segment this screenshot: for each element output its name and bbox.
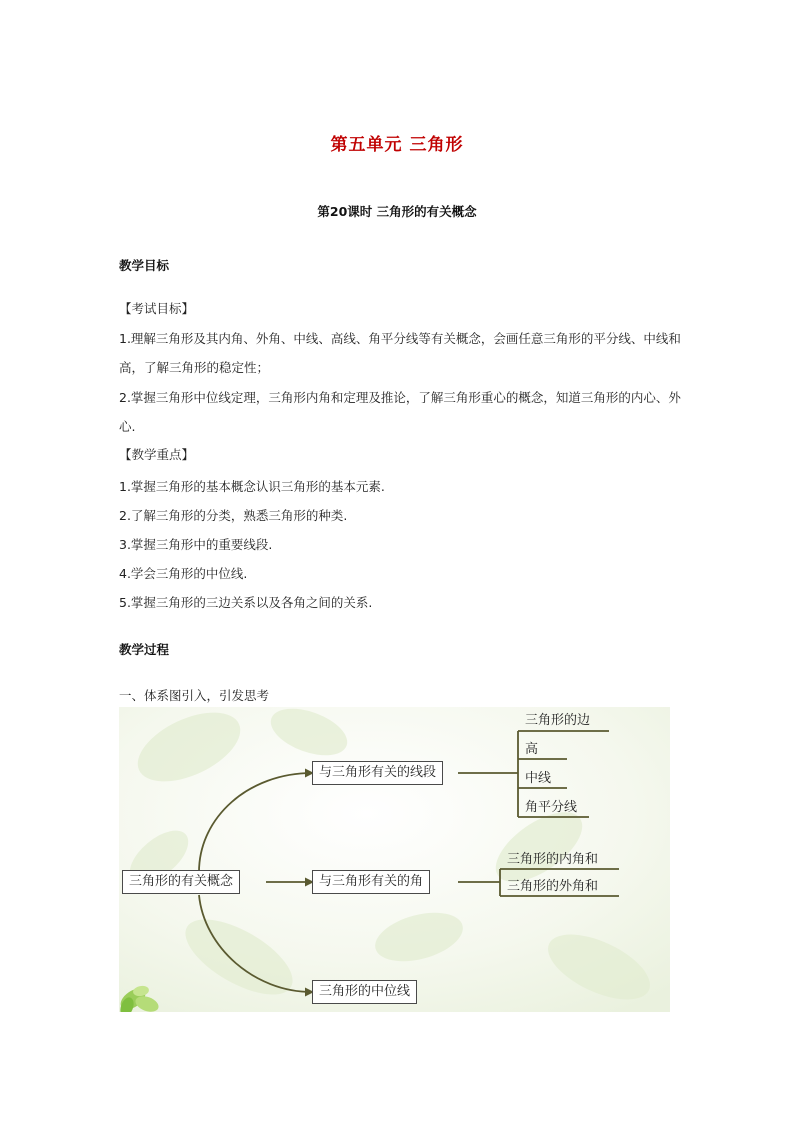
branch-midline-box: 三角形的中位线 <box>312 980 417 1004</box>
segment-item-side: 三角形的边 <box>525 713 591 728</box>
lesson-subtitle: 第20课时 三角形的有关概念 <box>317 204 477 219</box>
key-point-4: 4.学会三角形的中位线. <box>119 566 248 581</box>
teaching-process-heading: 教学过程 <box>119 642 170 657</box>
page-title: 第五单元 三角形 <box>330 135 464 155</box>
key-points-heading: 【教学重点】 <box>119 447 195 462</box>
key-point-1: 1.掌握三角形的基本概念认识三角形的基本元素. <box>119 479 385 494</box>
exam-goal-2: 2.掌握三角形中位线定理，三角形内角和定理及推论，了解三角形重心的概念，知道三角形的内心、外心. <box>119 390 681 434</box>
root-concept-box: 三角形的有关概念 <box>122 870 240 894</box>
teaching-goals-heading: 教学目标 <box>119 258 170 273</box>
step-1-heading: 一、体系图引入，引发思考 <box>119 688 270 703</box>
segment-item-bisector: 角平分线 <box>525 800 578 815</box>
segment-item-height: 高 <box>525 742 539 757</box>
key-point-3: 3.掌握三角形中的重要线段. <box>119 537 273 552</box>
key-point-5: 5.掌握三角形的三边关系以及各角之间的关系. <box>119 595 373 610</box>
exam-goal-1: 1.理解三角形及其内角、外角、中线、高线、角平分线等有关概念，会画任意三角形的平分线、中线和高，了解三角形的稳定性； <box>119 331 681 375</box>
branch-angles-box: 与三角形有关的角 <box>312 870 430 894</box>
angle-item-exterior-sum: 三角形的外角和 <box>507 879 599 894</box>
segment-item-median: 中线 <box>525 771 552 786</box>
branch-segments-box: 与三角形有关的线段 <box>312 761 443 785</box>
concept-diagram <box>119 707 670 1012</box>
angle-item-interior-sum: 三角形的内角和 <box>507 852 599 867</box>
exam-goals-heading: 【考试目标】 <box>119 301 195 316</box>
key-point-2: 2.了解三角形的分类，熟悉三角形的种类. <box>119 508 348 523</box>
